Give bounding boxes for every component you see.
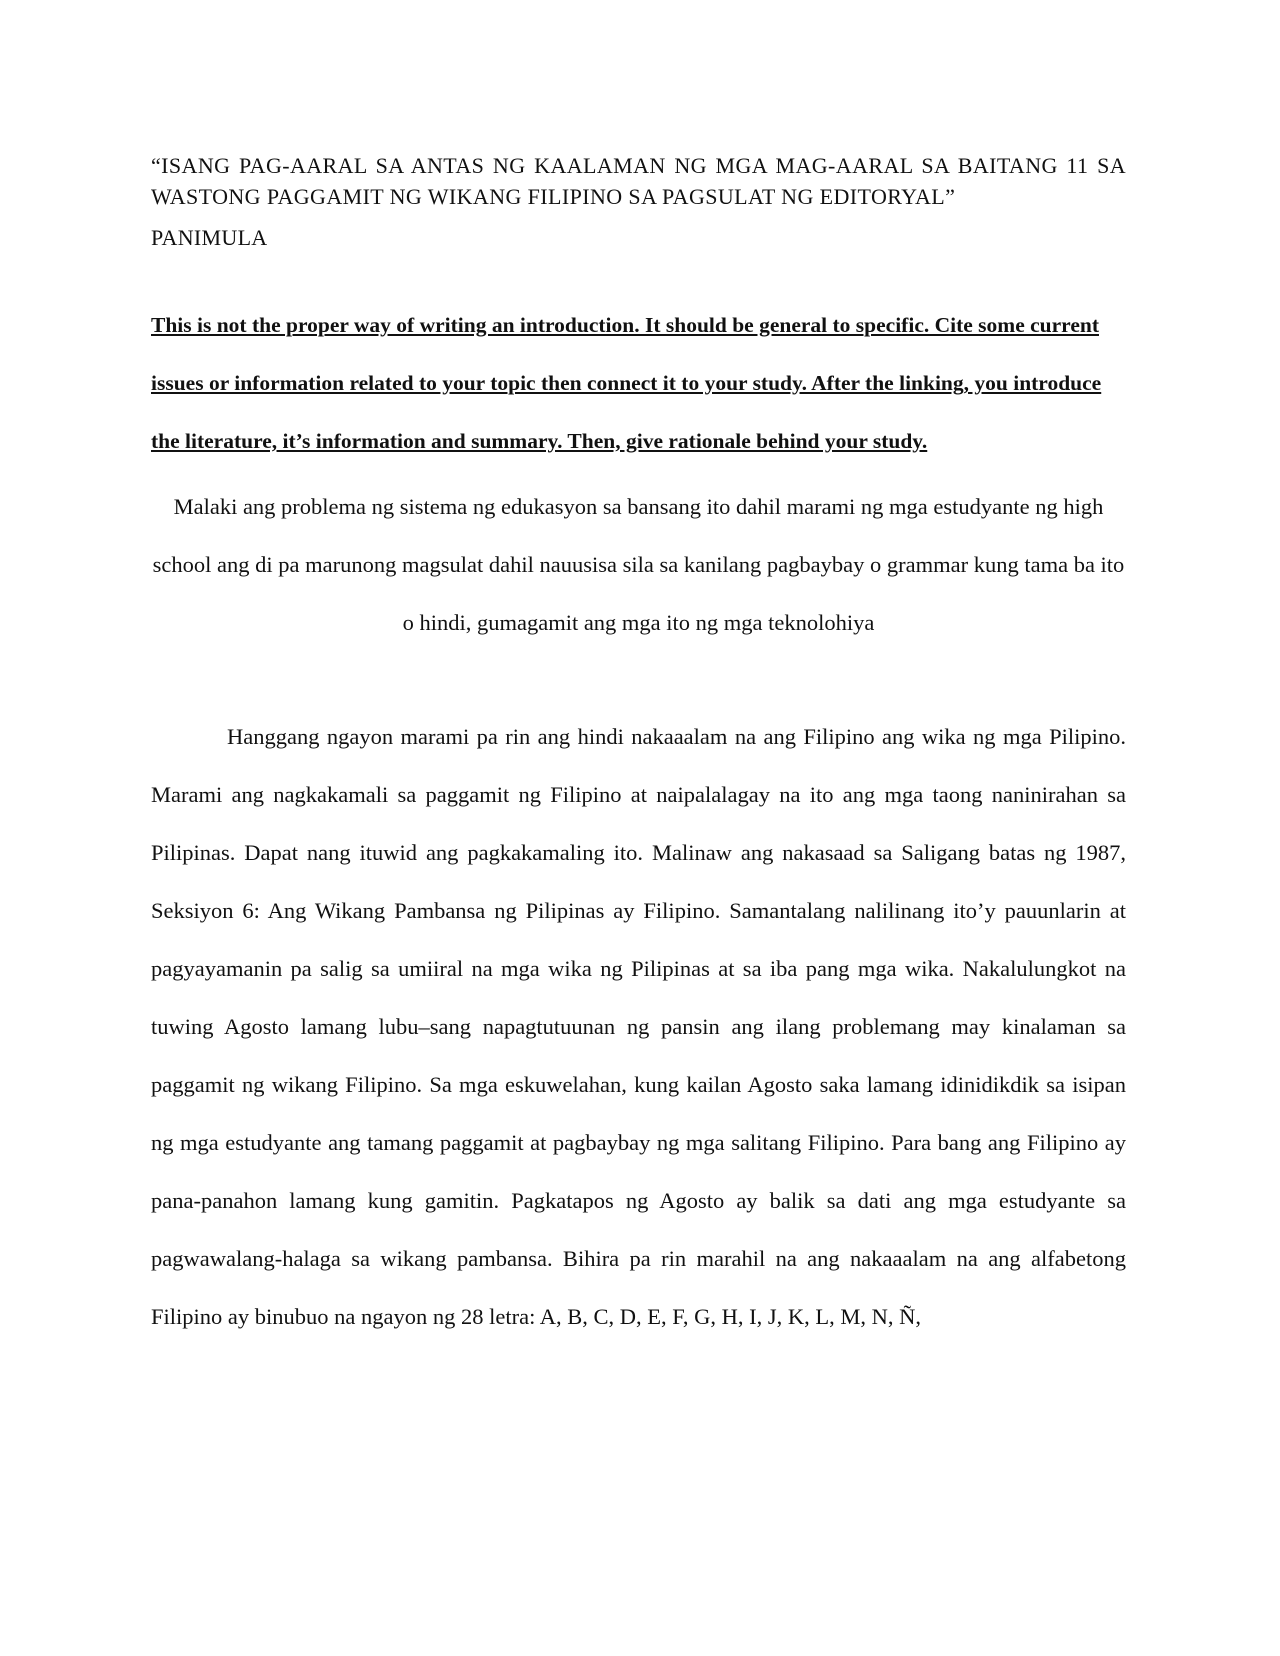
body-paragraph: Hanggang ngayon marami pa rin ang hindi nakaaalam na ang Filipino ang wika ng mga Pilipino. Marami ang nagkakamali sa paggamit ng Filipino at naipalalagay na ito ang mga taong naninirahan sa Pilipinas. Dapat nang ituwid ang pagkakamaling ito. Malinaw ang nakasaad sa Saligang batas ng 1987, Seksiyon 6: Ang Wikang Pambansa ng Pilipinas ay Filipino. Samantalang nalilinang ito’y pauunlarin at pagyayamanin pa salig sa umiiral na mga wika ng Pilipinas at sa iba pang mga wika. Nakalulungkot na tuwing Agosto lamang lubu–sang napagtutuunan ng pansin ang ilang problemang may kinalaman sa paggamit ng wikang Filipino. Sa mga eskuwelahan, kung kailan Agosto saka lamang idinidikdik sa isipan ng mga estudyante ang tamang paggamit at pagbaybay ng mga salitang Filipino. Para bang ang Filipino ay pana-panahon lamang kung gamitin. Pagkatapos ng Agosto ay balik sa dati ang mga estudyante sa pagwawalang-halaga sa wikang pambansa. Bihira pa rin marahil na ang nakaaalam na ang alfabetong Filipino ay binubuo na ngayon ng 28 letra: A, B, C, D, E, F, G, H, I, J, K, L, M, N, Ñ, (151, 724, 1126, 1329)
document-title: “ISANG PAG-AARAL SA ANTAS NG KAALAMAN NG MGA MAG-AARAL SA BAITANG 11 SA WASTONG PAGGAMIT NG WIKANG FILIPINO SA PAGSULAT NG EDITORYAL” (151, 153, 1126, 209)
centered-paragraph: Malaki ang problema ng sistema ng edukasyon sa bansang ito dahil marami ng mga estudyante ng high school ang di pa marunong magsulat dahil nauusisa sila sa kanilang pagbaybay o grammar kung tama ba ito o hindi, gumagamit ang mga ito ng mga teknolohiya (152, 494, 1125, 635)
document-content (151, 150, 1126, 1346)
section-heading: PANIMULA (151, 225, 268, 250)
reviewer-note: This is not the proper way of writing an introduction. It should be general to specific. Cite some current issues or information related to your topic then connect it to your study. After the linking, you introduce the literature, it’s information and summary. Then, give rationale behind your study. (151, 313, 1102, 453)
